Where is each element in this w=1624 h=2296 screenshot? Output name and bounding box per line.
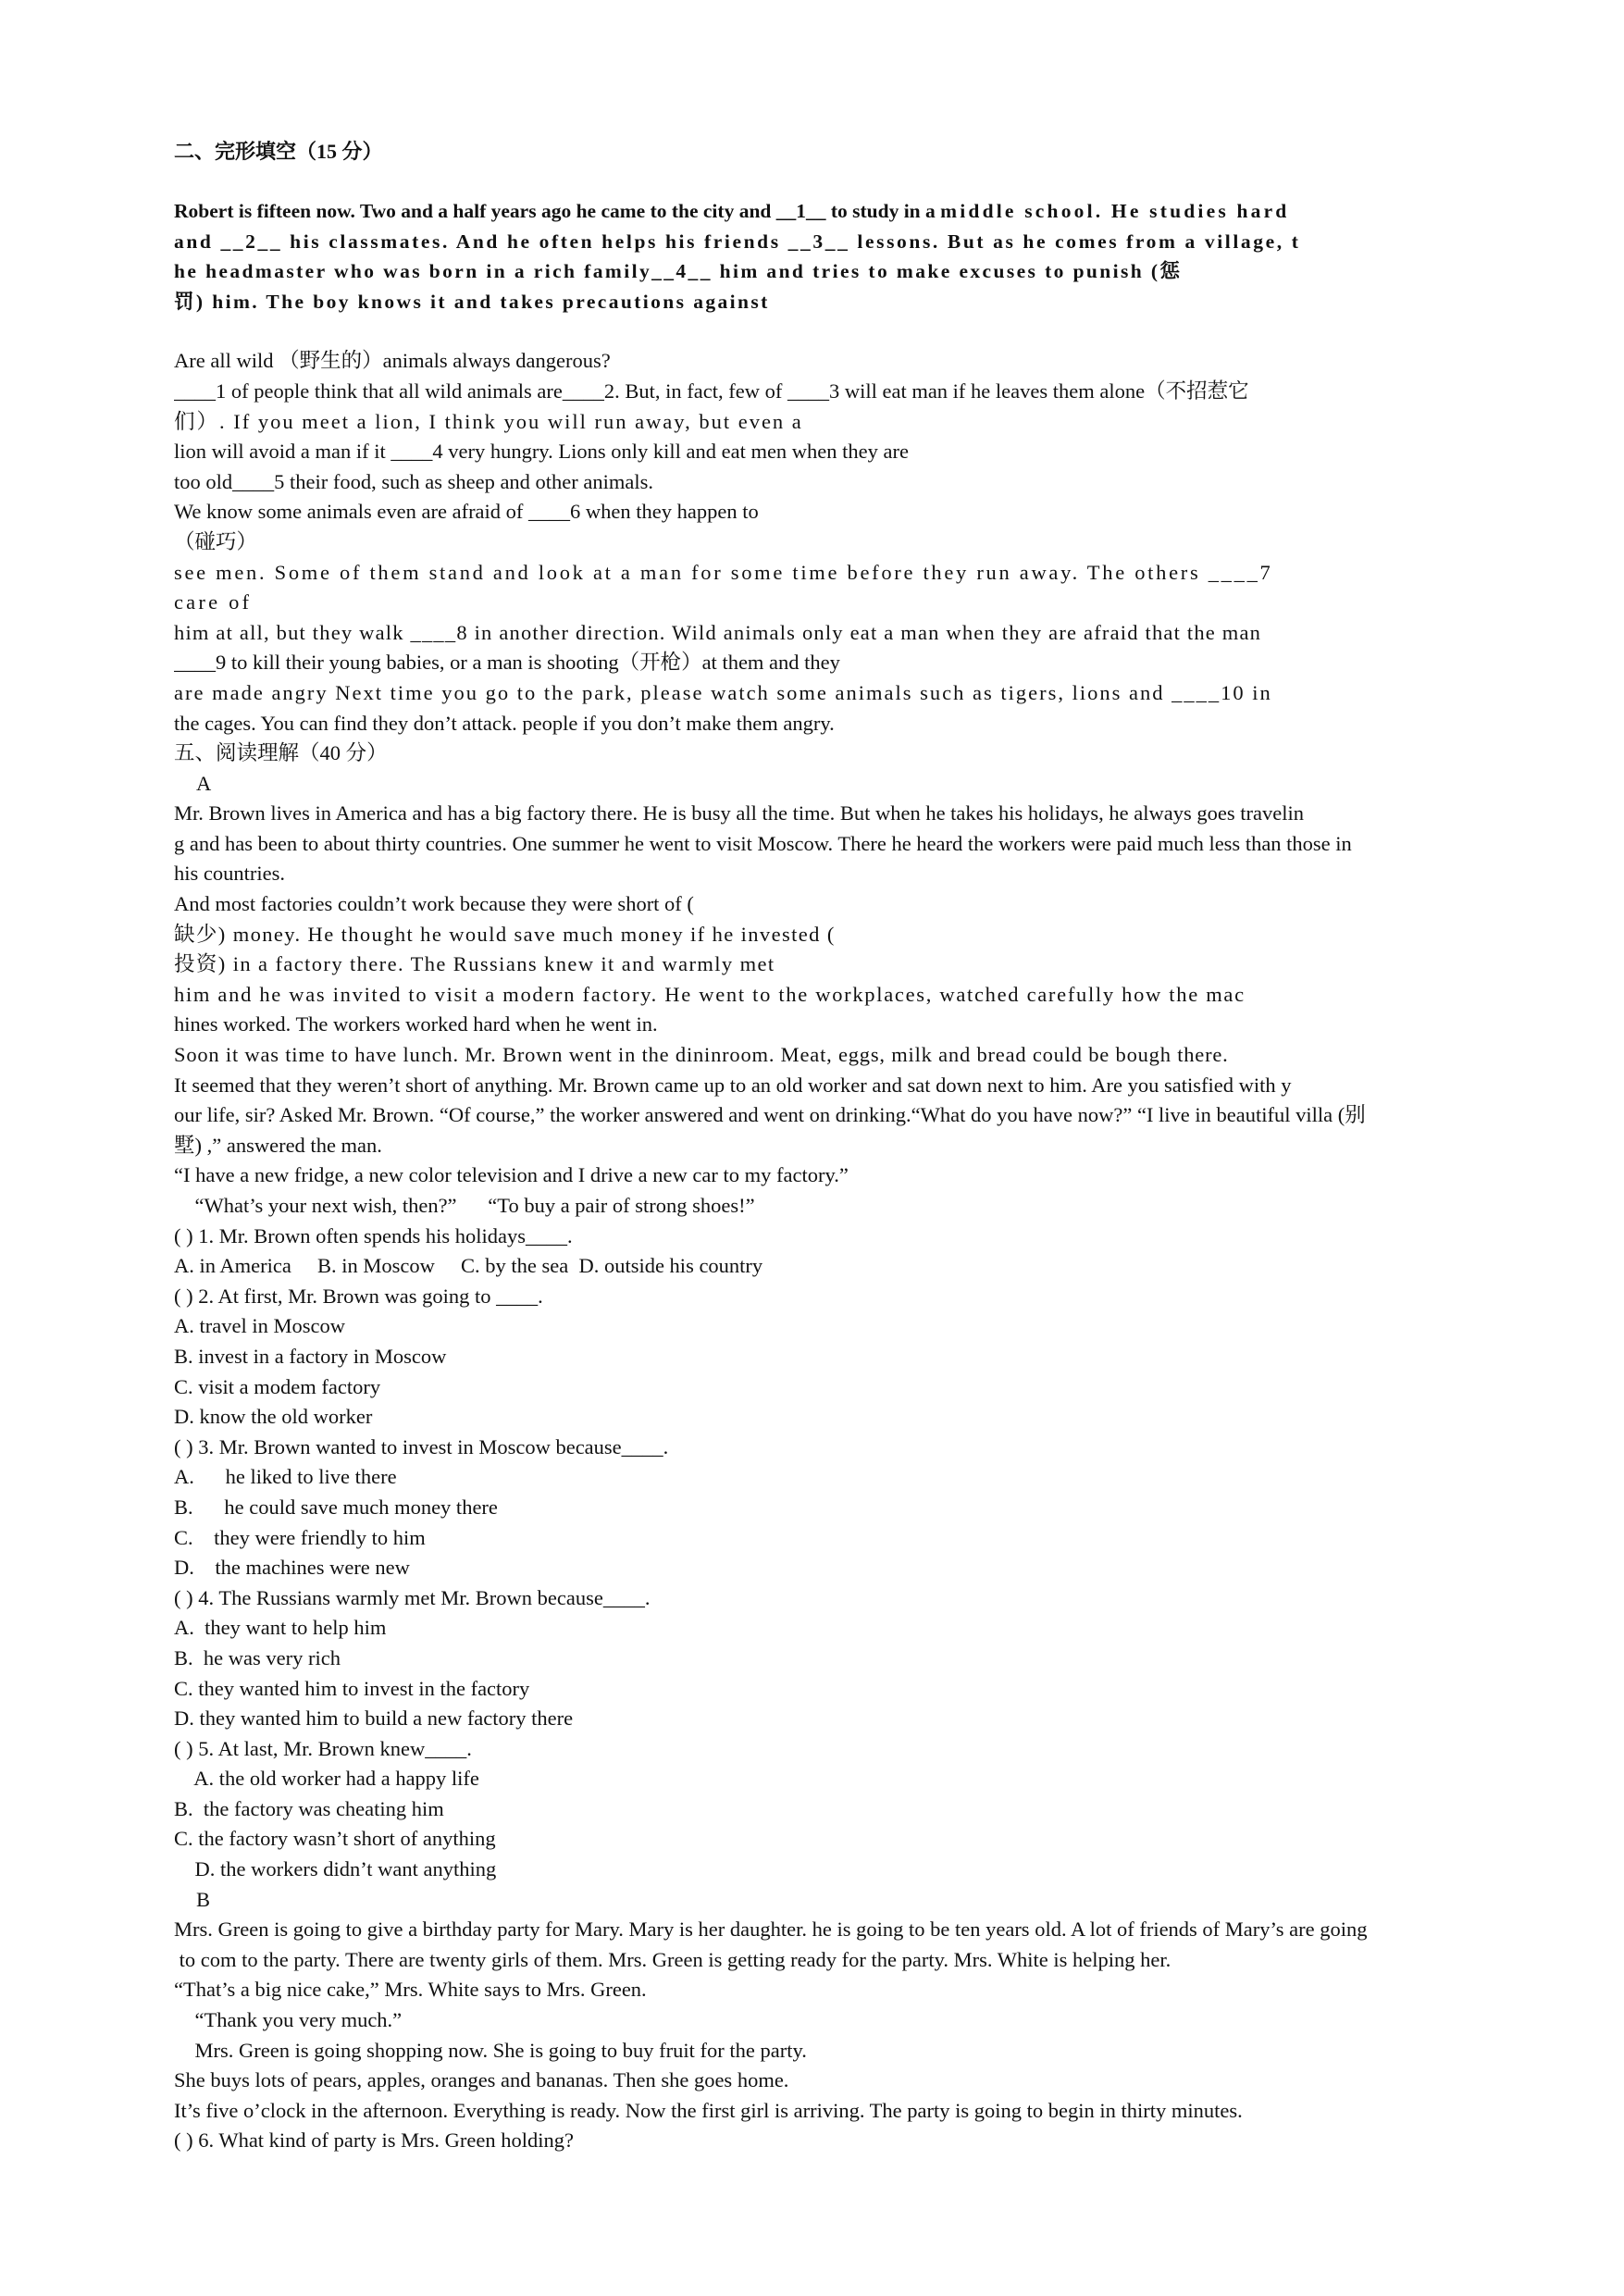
passage-line: see men. Some of them stand and look at a man for some time before they run away. The others ____7 [174, 560, 1273, 584]
cloze-line: he headmaster who was born in a rich family__4__ him and tries to make excuses to punish (惩 [174, 260, 1183, 283]
question-line: A. they want to help him [174, 1616, 387, 1640]
exam-page [174, 137, 1469, 2156]
reading-line: “What’s your next wish, then?” “To buy a pair of strong shoes!” [174, 1194, 755, 1217]
reading-line: And most factories couldn’t work because they were short of ( [174, 892, 694, 916]
passage-line: him at all, but they walk ____8 in another direction. Wild animals only eat a man when they are afraid that the man [174, 620, 1262, 644]
cloze-paragraph [174, 196, 1469, 316]
passage-line: 们）. If you meet a lion, I think you will run away, but even a [174, 409, 803, 433]
cloze-line: 罚) him. The boy knows it and takes precautions against [174, 290, 770, 313]
passage-line: too old____5 their food, such as sheep and other animals. [174, 469, 654, 493]
question-line: D. the workers didn’t want anything [174, 1857, 497, 1881]
question-line: ( ) 2. At first, Mr. Brown was going to ____. [174, 1284, 543, 1308]
passage-line: the cages. You can find they don’t attack. people if you don’t make them angry. [174, 711, 835, 735]
passage-line: ____9 to kill their young babies, or a man is shooting（开枪）at them and they [174, 651, 840, 675]
question-line: ( ) 3. Mr. Brown wanted to invest in Moscow because____. [174, 1434, 669, 1458]
cloze-text: middle school. He studies hard [940, 200, 1290, 222]
question-line: C. visit a modem factory [174, 1374, 381, 1398]
reading-line: our life, sir? Asked Mr. Brown. “Of course,” the worker answered and went on drinking.“What do you have now?” “I live in beautiful villa (别 [174, 1103, 1366, 1127]
reading-line: his countries. [174, 862, 285, 886]
question-line: C. the factory wasn’t short of anything [174, 1827, 496, 1851]
reading-line: Mr. Brown lives in America and has a big factory there. He is busy all the time. But when he takes his holidays, he always goes travelin [174, 801, 1304, 825]
reading-part-a [174, 769, 1469, 1885]
question-line: ( ) 6. What kind of party is Mrs. Green holding? [174, 2128, 574, 2153]
question-line: A. he liked to live there [174, 1465, 397, 1489]
reading-line: to com to the party. There are twenty girls of them. Mrs. Green is getting ready for the party. Mrs. White is helping her. [174, 1947, 1172, 1971]
reading-line: Mrs. Green is going to give a birthday party for Mary. Mary is her daughter. he is going to be ten years old. A lot of friends of Mary’s are going [174, 1917, 1368, 1942]
reading-line: “Thank you very much.” [174, 2008, 403, 2032]
section-title-reading: 五、阅读理解（40 分） [174, 741, 388, 765]
passage-line: are made angry Next time you go to the park, please watch some animals such as tigers, lions and ____10 in [174, 680, 1272, 704]
reading-line: It’s five o’clock in the afternoon. Everything is ready. Now the first girl is arriving. The party is going to begin in thirty minutes. [174, 2098, 1243, 2122]
question-line: C. they wanted him to invest in the factory [174, 1676, 530, 1700]
reading-line: “That’s a big nice cake,” Mrs. White says to Mrs. Green. [174, 1978, 647, 2002]
question-line: A. in America B. in Moscow C. by the sea D. outside his country [174, 1254, 763, 1278]
reading-line: “I have a new fridge, a new color television and I drive a new car to my factory.” [174, 1163, 849, 1187]
passage-line: ____1 of people think that all wild animals are____2. But, in fact, few of ____3 will eat man if he leaves them alone（不招惹它 [174, 379, 1249, 403]
passage-line: care of [174, 590, 253, 614]
reading-part-b [174, 1885, 1469, 2156]
reading-line: 缺少) money. He thought he would save much money if he invested ( [174, 922, 836, 946]
question-line: ( ) 5. At last, Mr. Brown knew____. [174, 1736, 472, 1760]
reading-line: It seemed that they weren’t short of anything. Mr. Brown came up to an old worker and sat down next to him. Are you satisfied with y [174, 1073, 1292, 1097]
reading-line: 墅) ,” answered the man. [174, 1133, 382, 1157]
reading-line: g and has been to about thirty countries. One summer he went to visit Moscow. There he heard the workers were paid much less than those in [174, 831, 1352, 855]
cloze-text: Robert is fifteen now. Two and a half years ago he came to the city and __1__ to study in a [174, 200, 936, 222]
passage-line: lion will avoid a man if it ____4 very hungry. Lions only kill and eat men when they are [174, 440, 909, 464]
cloze-line [174, 196, 1469, 227]
question-line: D. know the old worker [174, 1405, 373, 1429]
question-line: B. he could save much money there [174, 1495, 498, 1519]
part-label: A [196, 771, 212, 795]
reading-line: She buys lots of pears, apples, oranges and bananas. Then she goes home. [174, 2068, 789, 2092]
question-line: ( ) 4. The Russians warmly met Mr. Brown because____. [174, 1585, 651, 1609]
passage-line: （碰巧） [174, 529, 258, 553]
question-line: A. travel in Moscow [174, 1314, 345, 1338]
passage [174, 346, 1469, 738]
reading-line: Mrs. Green is going shopping now. She is going to buy fruit for the party. [174, 2038, 807, 2062]
question-line: C. they were friendly to him [174, 1525, 426, 1549]
reading-line: him and he was invited to visit a modern factory. He went to the workplaces, watched carefully how the mac [174, 982, 1246, 1006]
question-line: B. invest in a factory in Moscow [174, 1344, 447, 1368]
question-line: A. the old worker had a happy life [174, 1767, 479, 1791]
question-line: B. he was very rich [174, 1645, 341, 1669]
reading-line: Soon it was time to have lunch. Mr. Brown went in the dininroom. Meat, eggs, milk and bread could be bough there. [174, 1043, 1229, 1067]
part-label: B [196, 1887, 211, 1911]
question-line: D. the machines were new [174, 1556, 410, 1580]
question-line: ( ) 1. Mr. Brown often spends his holidays____. [174, 1223, 573, 1247]
reading-line: 投资) in a factory there. The Russians knew it and warmly met [174, 952, 775, 976]
passage-line: Are all wild （野生的）animals always dangerous? [174, 349, 611, 373]
reading-line: hines worked. The workers worked hard when he went in. [174, 1012, 658, 1036]
question-line: D. they wanted him to build a new factory there [174, 1706, 574, 1731]
passage-line: We know some animals even are afraid of ____6 when they happen to [174, 500, 759, 524]
question-line: B. the factory was cheating him [174, 1796, 444, 1820]
section-title-cloze: 二、完形填空（15 分） [174, 140, 383, 163]
cloze-line: and __2__ his classmates. And he often helps his friends __3__ lessons. But as he comes from a village, t [174, 230, 1301, 253]
